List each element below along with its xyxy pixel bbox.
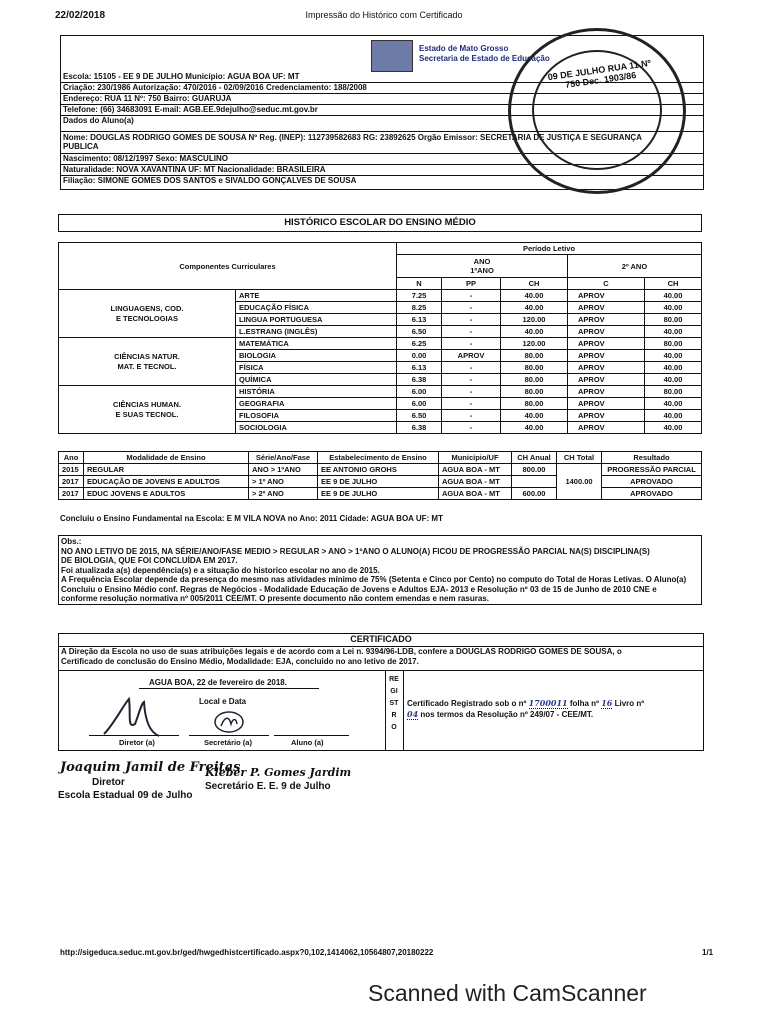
area-name: CIÊNCIAS HUMAN. E SUAS TECNOL. [59, 386, 236, 434]
period-header: Período Letivo [397, 243, 702, 255]
reg-label: Certificado Registrado sob o nº [407, 699, 527, 708]
subject-name: SOCIOLOGIA [236, 422, 397, 434]
grade-ch2: 80.00 [645, 338, 702, 350]
grade-n: 6.13 [397, 314, 442, 326]
subject-name: ARTE [236, 290, 397, 302]
student-name-line: Nome: DOUGLAS RODRIGO GOMES DE SOUSA Nº Reg. (INEP): 112739582683 RG: 23892625 Orgão Emissor: SECRETARIA DE JUSTIÇA E SEGURANÇA [63, 133, 642, 142]
grade-c: APROV [568, 386, 645, 398]
section-title: HISTÓRICO ESCOLAR DO ENSINO MÉDIO [58, 214, 702, 232]
state-crest-icon [371, 40, 413, 72]
school-stamp-text: 09 DE JULHO RUA 11 Nº 750 Dec. 1903/86 [547, 57, 652, 90]
folha-number: 16 [601, 698, 613, 708]
grade-pp: APROV [442, 350, 501, 362]
secretariat-name: Secretaria de Estado de Educação [419, 54, 550, 63]
hist-ch-annual [512, 476, 557, 488]
director-signature-icon [99, 694, 169, 744]
secretary-name: Kleber P. Gomes Jardim [205, 766, 352, 779]
parents-line: Filiação: SIMONE GOMES DOS SANTOS e SIVALDO GONÇALVES DE SOUSA [63, 176, 357, 185]
hist-ch-total: 1400.00 [557, 464, 602, 500]
registration-line [407, 709, 703, 720]
grade-ch1: 40.00 [501, 302, 568, 314]
creation-line: Criação: 230/1986 Autorização: 470/2016 - 02/09/2016 Credenciamento: 188/2008 [63, 83, 367, 92]
hist-ch-annual: 800.00 [512, 464, 557, 476]
hist-col-ch-annual: CH Anual [512, 452, 557, 464]
grade-ch2: 80.00 [645, 314, 702, 326]
hist-school: EE ANTONIO GROHS [318, 464, 439, 476]
grade-ch1: 120.00 [501, 314, 568, 326]
address-line: Endereço: RUA 11 Nº: 750 Bairro: GUARUJA [63, 94, 232, 103]
grade-n: 6.25 [397, 338, 442, 350]
student-name-line-cont: PUBLICA [63, 142, 99, 151]
grade-c: APROV [568, 362, 645, 374]
grade-ch2: 40.00 [645, 398, 702, 410]
grade-ch1: 40.00 [501, 410, 568, 422]
grade-n: 6.38 [397, 422, 442, 434]
grade-pp: - [442, 386, 501, 398]
subject-name: EDUCAÇÃO FÍSICA [236, 302, 397, 314]
phone-email-line: Telefone: (66) 34683091 E-mail: AGB.EE.9dejulho@seduc.mt.gov.br [63, 105, 318, 114]
year1-header: ANO 1ºANO [397, 255, 568, 278]
hist-result: PROGRESSÃO PARCIAL [602, 464, 702, 476]
hist-series: > 1º ANO [249, 476, 318, 488]
hist-col-result: Resultado [602, 452, 702, 464]
hist-mode: EDUCAÇÃO DE JOVENS E ADULTOS [84, 476, 249, 488]
grade-c: APROV [568, 350, 645, 362]
local-date-label: Local e Data [199, 697, 247, 706]
grade-ch2: 40.00 [645, 362, 702, 374]
grade-ch2: 40.00 [645, 290, 702, 302]
grade-ch1: 120.00 [501, 338, 568, 350]
grade-c: APROV [568, 338, 645, 350]
obs-line: A Frequência Escolar depende da presença do mesmo nas atividades mínimo de 75% (Setenta e Cinco por Cento) no computo do Total de Horas Letivas. O Aluno(a) [61, 575, 687, 584]
subject-name: GEOGRAFIA [236, 398, 397, 410]
print-date: 22/02/2018 [55, 10, 106, 21]
hist-result: APROVADO [602, 476, 702, 488]
subject-name: LINGUA PORTUGUESA [236, 314, 397, 326]
grade-pp: - [442, 338, 501, 350]
hist-year: 2015 [59, 464, 84, 476]
grade-ch2: 40.00 [645, 422, 702, 434]
grade-ch2: 80.00 [645, 386, 702, 398]
hist-col-year: Ano [59, 452, 84, 464]
grade-ch1: 40.00 [501, 326, 568, 338]
folha-label: folha nº [569, 699, 599, 708]
grade-c: APROV [568, 410, 645, 422]
hist-result: APROVADO [602, 488, 702, 500]
director-school: Escola Estadual 09 de Julho [58, 790, 193, 801]
subject-name: BIOLOGIA [236, 350, 397, 362]
grade-n: 6.50 [397, 326, 442, 338]
col-c: C [568, 278, 645, 290]
grade-n: 6.13 [397, 362, 442, 374]
table-row [59, 338, 702, 350]
grade-ch1: 80.00 [501, 350, 568, 362]
hist-city: AGUA BOA - MT [439, 464, 512, 476]
grade-ch1: 80.00 [501, 374, 568, 386]
grade-n: 6.00 [397, 386, 442, 398]
grade-pp: - [442, 410, 501, 422]
hist-year: 2017 [59, 476, 84, 488]
grade-pp: - [442, 398, 501, 410]
grade-c: APROV [568, 302, 645, 314]
grade-ch2: 40.00 [645, 302, 702, 314]
area-name: CIÊNCIAS NATUR. MAT. E TECNOL. [59, 338, 236, 386]
grade-ch2: 40.00 [645, 410, 702, 422]
subject-name: L.ESTRANG (INGLÊS) [236, 326, 397, 338]
livro-label: Livro nº [614, 699, 645, 708]
certificate-text [61, 647, 701, 667]
grades-table [58, 242, 702, 434]
hist-series: > 2º ANO [249, 488, 318, 500]
grade-n: 6.00 [397, 398, 442, 410]
subject-name: QUÍMICA [236, 374, 397, 386]
conclusion-line: Concluiu o Ensino Fundamental na Escola: E M VILA NOVA no Ano: 2011 Cidade: AGUA BOA UF: MT [60, 514, 443, 523]
livro-number: 04 [407, 709, 419, 719]
hist-year: 2017 [59, 488, 84, 500]
document-title: Impressão do Histórico com Certificado [305, 10, 463, 20]
grade-n: 8.25 [397, 302, 442, 314]
secretary-label: Secretário (a) [204, 738, 252, 747]
certificate-text-line: A Direção da Escola no uso de suas atribuições legais e de acordo com a Lei n. 9394/96-LDB, confere a DOUGLAS RODRIGO GOMES DE SOUSA, o [61, 647, 622, 656]
grade-c: APROV [568, 422, 645, 434]
certificate-box [58, 633, 704, 751]
grade-c: APROV [568, 398, 645, 410]
grade-n: 7.25 [397, 290, 442, 302]
grade-c: APROV [568, 314, 645, 326]
page-number: 1/1 [702, 948, 714, 957]
area-name: LINGUAGENS, COD. E TECNOLOGIAS [59, 290, 236, 338]
secretary-signature-icon [209, 708, 249, 736]
hist-series: ANO > 1ºANO [249, 464, 318, 476]
director-name: Joaquim Jamil de Freitas [60, 760, 241, 775]
student-label: Aluno (a) [291, 738, 324, 747]
grade-pp: - [442, 362, 501, 374]
history-table [58, 451, 702, 500]
grade-c: APROV [568, 290, 645, 302]
grade-ch1: 80.00 [501, 398, 568, 410]
registro-vertical-label: REGISTRO [389, 676, 399, 731]
certificate-text-line: Certificado de conclusão do Ensino Médio, Modalidade: EJA, concluido no ano letivo de 2017. [61, 657, 419, 666]
grade-n: 6.38 [397, 374, 442, 386]
col-ch1: CH [501, 278, 568, 290]
hist-col-ch-total: CH Total [557, 452, 602, 464]
reg-number: 1700011 [528, 698, 568, 708]
subject-name: FILOSOFIA [236, 410, 397, 422]
registration-text [407, 698, 703, 720]
obs-line: DE BIOLOGIA, QUE FOI CONCLUÍDA EM 2017. [61, 556, 238, 565]
grade-ch2: 40.00 [645, 374, 702, 386]
grade-pp: - [442, 326, 501, 338]
obs-line: Foi atualizada a(s) dependência(s) e a situação do historico escolar no ano de 2015. [61, 565, 380, 575]
secretary-role: Secretário E. E. 9 de Julho [205, 781, 331, 792]
school-line: Escola: 15105 - EE 9 DE JULHO Município: AGUA BOA UF: MT [63, 72, 300, 81]
table-row [59, 488, 702, 500]
registration-line [407, 698, 703, 709]
hist-col-series: Série/Ano/Fase [249, 452, 318, 464]
grade-pp: - [442, 422, 501, 434]
grade-ch2: 40.00 [645, 326, 702, 338]
grade-n: 0.00 [397, 350, 442, 362]
grade-c: APROV [568, 326, 645, 338]
subject-name: FÍSICA [236, 362, 397, 374]
obs-line: NO ANO LETIVO DE 2015, NA SÉRIE/ANO/FASE MEDIO > REGULAR > ANO > 1ºANO O ALUNO(A) FICOU DE PROGRESSÃO PARCIAL NA(S) DISCIPLINA(S) [61, 546, 650, 556]
hist-col-city: Município/UF [439, 452, 512, 464]
nationality-line: Naturalidade: NOVA XAVANTINA UF: MT Nacionalidade: BRASILEIRA [63, 165, 326, 174]
certificate-title: CERTIFICADO [59, 634, 703, 647]
table-row [59, 464, 702, 476]
grade-n: 6.50 [397, 410, 442, 422]
hist-school: EE 9 DE JULHO [318, 476, 439, 488]
grade-pp: - [442, 302, 501, 314]
hist-city: AGUA BOA - MT [439, 476, 512, 488]
grade-ch1: 80.00 [501, 362, 568, 374]
components-header: Componentes Curriculares [59, 243, 397, 290]
table-row [59, 476, 702, 488]
subject-name: HISTÓRIA [236, 386, 397, 398]
grade-ch2: 40.00 [645, 350, 702, 362]
observations-box [58, 535, 702, 605]
col-pp: PP [442, 278, 501, 290]
grade-pp: - [442, 314, 501, 326]
obs-label: Obs.: [61, 537, 82, 546]
hist-ch-annual: 600.00 [512, 488, 557, 500]
subject-name: MATEMÁTICA [236, 338, 397, 350]
student-data-label: Dados do Aluno(a) [63, 116, 134, 125]
col-n: N [397, 278, 442, 290]
obs-line: Concluiu o Ensino Médio conf. Regras de Negócios - Modalidade Educação de Jovens e Adultos EJA- 2013 e Resolução nº 03 de 15 de Junho de 2010 CNE e [61, 584, 657, 594]
grade-ch1: 40.00 [501, 290, 568, 302]
grade-pp: - [442, 374, 501, 386]
director-role: Diretor [92, 777, 125, 788]
hist-col-mode: Modalidade de Ensino [84, 452, 249, 464]
table-row [59, 386, 702, 398]
resolution-text: nos termos da Resolução nº 249/07 - CEE/MT. [420, 710, 594, 719]
grade-ch1: 80.00 [501, 386, 568, 398]
grade-c: APROV [568, 374, 645, 386]
obs-line: conforme resolução normativa nº 005/2011 CEE/MT. O presente documento não contem emendas e nem rasuras. [61, 594, 489, 603]
hist-city: AGUA BOA - MT [439, 488, 512, 500]
director-label: Diretor (a) [119, 738, 155, 747]
col-ch2: CH [645, 278, 702, 290]
year2-header: 2º ANO [568, 255, 702, 278]
grade-pp: - [442, 290, 501, 302]
hist-mode: REGULAR [84, 464, 249, 476]
state-name: Estado de Mato Grosso [419, 44, 509, 53]
hist-col-school: Estabelecimento de Ensino [318, 452, 439, 464]
hist-mode: EDUC JOVENS E ADULTOS [84, 488, 249, 500]
hist-school: EE 9 DE JULHO [318, 488, 439, 500]
grade-ch1: 40.00 [501, 422, 568, 434]
source-url: http://sigeduca.seduc.mt.gov.br/ged/hwgedhistcertificado.aspx?0,102,1414062,10564807,20180222 [60, 948, 434, 957]
place-date: AGUA BOA, 22 de fevereiro de 2018. [149, 678, 287, 687]
birth-line: Nascimento: 08/12/1997 Sexo: MASCULINO [63, 154, 228, 163]
scanner-watermark: Scanned with CamScanner [368, 980, 647, 1006]
table-row [59, 290, 702, 302]
